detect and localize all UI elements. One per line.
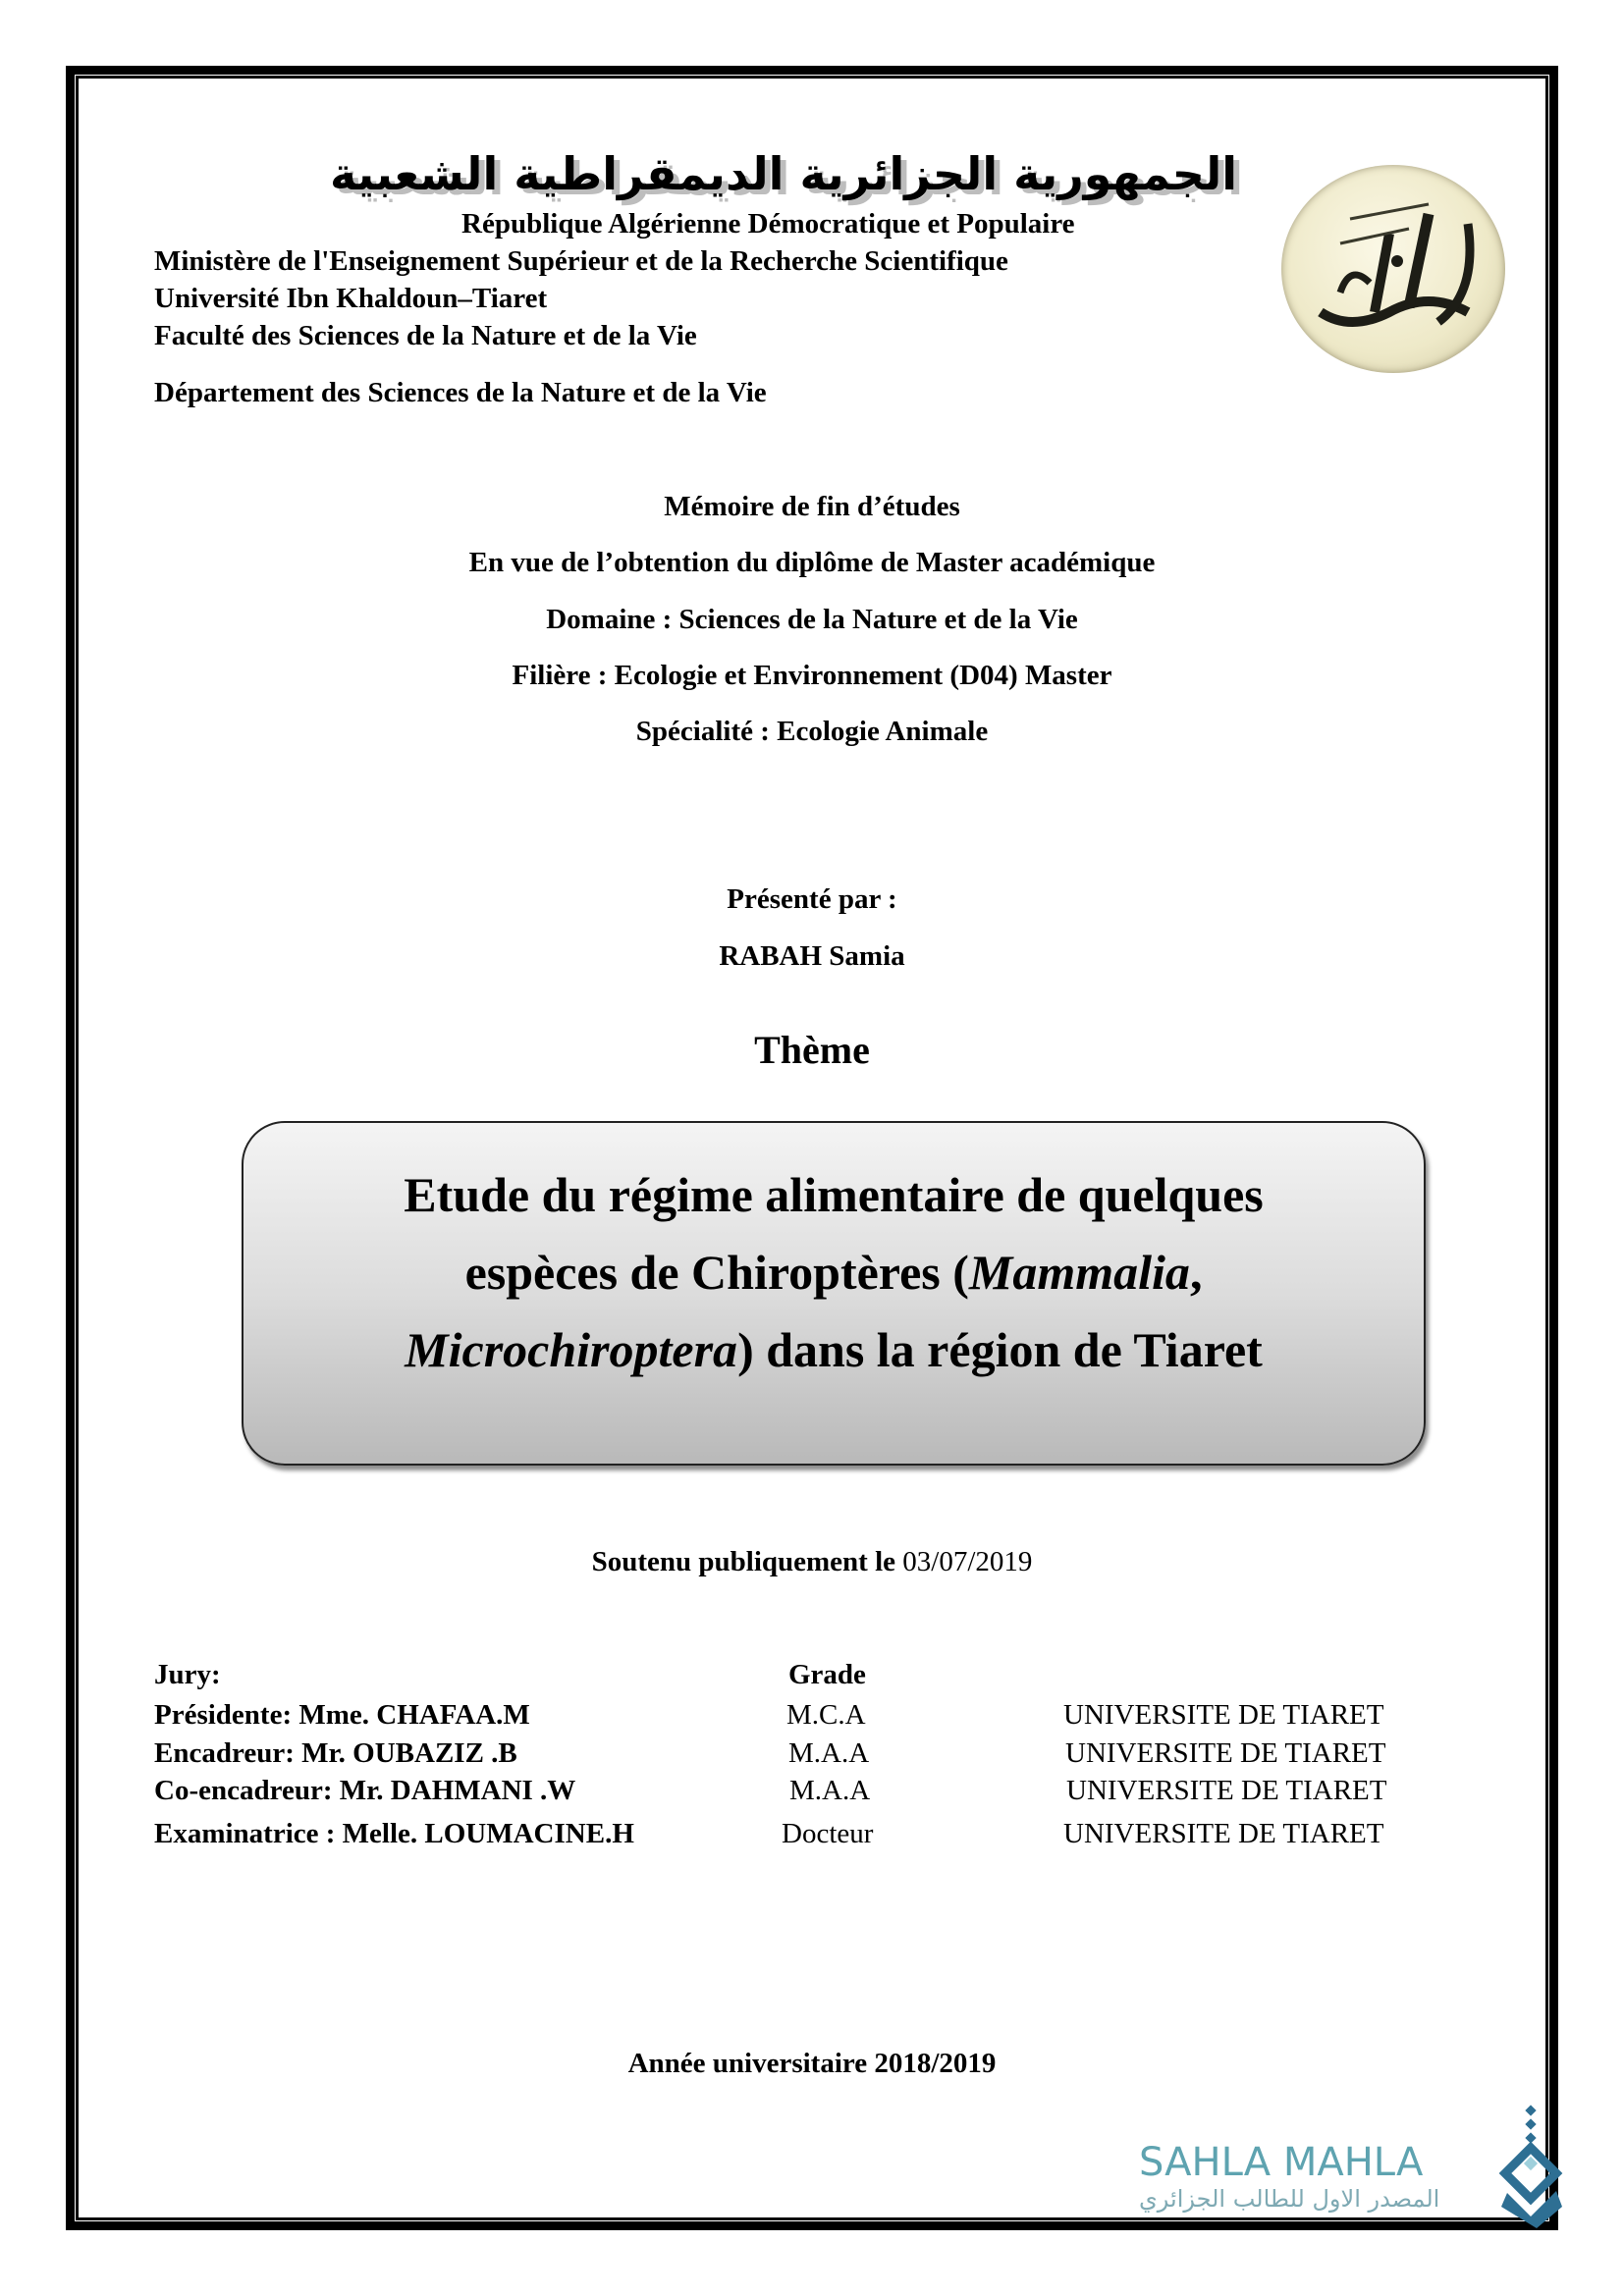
presented-by-label: Présenté par : xyxy=(727,883,897,915)
theme-title-line-3 xyxy=(244,1311,1424,1389)
republic-line: République Algérienne Démocratique et Populaire xyxy=(461,208,1075,240)
ministry-line: Ministère de l'Enseignement Supérieur et de la Recherche Scientifique xyxy=(154,245,1008,277)
department-line: Département des Sciences de la Nature et de la Vie xyxy=(154,377,767,408)
jury-member-name: Examinatrice : Melle. LOUMACINE.H xyxy=(154,1818,634,1849)
theme-label: Thème xyxy=(754,1028,870,1072)
thesis-purpose: En vue de l’obtention du diplôme de Master académique xyxy=(468,547,1156,578)
university-seal-icon xyxy=(1281,165,1505,373)
defense-line xyxy=(0,1546,1624,1578)
theme-title-box xyxy=(242,1121,1426,1466)
theme-title-line-2 xyxy=(244,1234,1424,1311)
theme-title-line-1: Etude du régime alimentaire de quelques xyxy=(404,1167,1264,1222)
defense-date: 03/07/2019 xyxy=(902,1546,1033,1577)
defense-label: Soutenu publiquement le xyxy=(591,1546,896,1577)
arabic-republic-title: الجمهورية الجزائرية الديمقراطية الشعبية xyxy=(329,147,1237,200)
jury-member-name: Encadreur: Mr. OUBAZIZ .B xyxy=(154,1737,517,1769)
sahla-mahla-watermark xyxy=(1139,2140,1561,2238)
jury-member-grade: M.A.A xyxy=(788,1737,870,1769)
theme-title xyxy=(244,1156,1424,1389)
watermark-arabic-text: المصدر الاول للطالب الجزائري xyxy=(1139,2185,1440,2213)
jury-member-institution: UNIVERSITE DE TIARET xyxy=(1065,1737,1386,1769)
thesis-domain: Domaine : Sciences de la Nature et de la Vie xyxy=(546,604,1078,635)
jury-member-name: Présidente: Mme. CHAFAA.M xyxy=(154,1699,530,1731)
theme-line3-suffix: ) dans la région de Tiaret xyxy=(737,1322,1263,1377)
theme-line2-prefix: espèces de Chiroptères ( xyxy=(464,1245,969,1300)
grade-header: Grade xyxy=(788,1659,866,1690)
university-line: Université Ibn Khaldoun–Tiaret xyxy=(154,283,548,314)
jury-header: Jury: xyxy=(154,1659,221,1690)
jury-member-institution: UNIVERSITE DE TIARET xyxy=(1066,1775,1387,1806)
jury-member-name: Co-encadreur: Mr. DAHMANI .W xyxy=(154,1775,576,1806)
watermark-latin-text: SAHLA MAHLA xyxy=(1139,2140,1424,2185)
jury-member-institution: UNIVERSITE DE TIARET xyxy=(1063,1818,1384,1849)
academic-year: Année universitaire 2018/2019 xyxy=(627,2048,997,2079)
jury-member-grade: Docteur xyxy=(782,1818,874,1849)
thesis-field: Filière : Ecologie et Environnement (D04) Master xyxy=(512,660,1112,691)
jury-member-grade: M.C.A xyxy=(786,1699,866,1731)
sahla-mahla-logo-icon xyxy=(1497,2105,1566,2230)
theme-taxon-mammalia: Mammalia xyxy=(968,1245,1190,1300)
thesis-specialty: Spécialité : Ecologie Animale xyxy=(635,716,989,747)
theme-line2-suffix: , xyxy=(1189,1245,1203,1300)
theme-taxon-microchiroptera: Microchiroptera xyxy=(405,1322,738,1377)
jury-member-institution: UNIVERSITE DE TIARET xyxy=(1063,1699,1384,1731)
author-name: RABAH Samia xyxy=(719,940,905,972)
faculty-line: Faculté des Sciences de la Nature et de la Vie xyxy=(154,320,697,351)
jury-member-grade: M.A.A xyxy=(789,1775,871,1806)
thesis-type: Mémoire de fin d’études xyxy=(664,491,960,522)
